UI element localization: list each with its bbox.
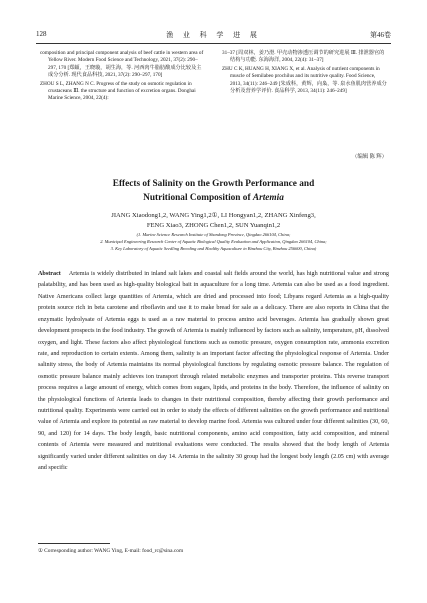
reference-entry: 31–37 [周双林，姜乃澄. 甲壳动物渗透压调节的研究进展 Ⅲ. 排泄器官的结构与功能. 东海海洋, 2004, 22(4): 31–37]: [222, 50, 385, 64]
running-header: [36, 30, 391, 42]
reference-entry: ZHOU S L, ZHANG N C. Progress of the study on osmotic regulation in crustaceans Ⅲ. the structure and function of excretion organs. Donghai Marine Science, 2004, 22(4):: [40, 80, 196, 102]
header-rule: [36, 43, 391, 44]
reference-entry: ZHU C K, HUANG H, XIANG X, et al. Analysis of nutrient components in muscle of Semilabeo prochilus and its nutritive quality. Food Science, 2013, 34(11): 246–249 [朱成科，黄辉，向枭，等. 泉水鱼肌肉营养成分分析及营养学评价. 食品科学, 2013, 34(11): 246–249]: [222, 65, 387, 95]
footnote-rule: [38, 543, 110, 544]
authors-line-2: FENG Xiao3, ZHONG Chen1,2, SUN Yuanqin1,2: [146, 222, 281, 230]
title-line-2: Nutritional Composition of Artemia: [143, 192, 284, 203]
journal-name: 渔 业 科 学 进 展: [166, 31, 261, 39]
editor-note: （编辑 陈 辉）: [351, 154, 387, 160]
abstract-text: Artemia is widely distributed in inland salt lakes and coastal salt fields around the world, has high nutritional value and strong palatability, and has been used as high-quality biological bait in aquaculture for a long time. Artemia can also be used as a food ingredient. Native Americans collect large quantities of Artemia, which are dried and processed into food; Libyans regard Artemia as a high-quality protein source rich in beta carotene and riboflavin and use it to make bread for sale as a delicacy. There are also reports in China that the enzymatic hydrolysate of Artemia eggs is used as a raw material to process amino acid beverages. Artemia has gradually shown great development prospects in the food industry. The growth of Artemia is mainly influenced by factors such as salinity, temperature, pH, dissolved oxygen, and light. These factors also affect physiological functions such as osmotic pressure, oxygen consumption rate, ammonia excretion rate, and reproduction to certain extents. Among them, salinity is an important factor affecting the physiological response of Artemia. Under salinity stress, the body of Artemia maintains its normal physiological functions by regulating osmotic pressure balance. The regulation of osmotic pressure balance mainly achieves ion transport through related metabolic enzymes and transporter proteins. This reverse transport process requires a large amount of energy, which comes from sugars, lipids, and proteins in the body. Therefore, the influence of salinity on the physiological functions of Artemia leads to changes in their nutritional composition, thereby affecting their growth performance and nutritional quality. Experiments were carried out in order to study the effects of different salinities on the growth performance and nutritional value of Artemia and explore its potential as raw material to develop marine food. Artemia was cultured under four different salinities (30, 60, 90, and 120) for 14 days. The body length, basic nutritional components, amino acid composition, fatty acid composition, and mineral contents of Artemia were measured and nutritional evaluations were conducted. The results showed that the body length of Artemia significantly varied under different salinities on day 14. Artemia in the salinity 30 group had the longest body length (2.05 cm) with average and specific: [38, 271, 389, 472]
affiliation-line: (1. Marine Science Research Institute of Shandong Province, Qingdao 266104, China;: [136, 232, 291, 237]
references-left-column: [40, 50, 206, 104]
abstract-label: Abstract: [38, 271, 61, 277]
title-species-name: Artemia: [252, 192, 284, 203]
volume-label: 第46卷: [370, 31, 391, 39]
title-line-1: Effects of Salinity on the Growth Performance and: [112, 179, 315, 189]
author-list: [30, 211, 397, 231]
abstract: [38, 269, 389, 475]
page-number: 128: [36, 30, 47, 38]
footnote: ① Corresponding author: WANG Ying, E-mail: food_rc@sina.com: [38, 548, 184, 554]
authors-line-1: JIANG Xiaodong1,2, WANG Ying1,2①, LI Hongyan1,2, ZHANG Xinfeng3,: [111, 212, 316, 219]
affiliation-line: 2. Municipal Engineering Research Center of Aquatic Biological Quality Evaluation and Application, Qingdao 266104, China;: [100, 238, 327, 244]
reference-entry: composition and principal component analysis of beef cattle in western area of Yellow River. Modern Food Science and Technology, 2021, 37(2): 290–297, 170 [郑頔，王晓璇，胡生海，等. 河西肉牛脂肪酸成分比较及主成分分析. 现代食品科技, 2021, 37(2): 290–297, 170]: [40, 50, 204, 79]
affiliation-line: 3. Key Laboratory of Aquatic Seedling Breeding and Healthy Aquaculture in Binzhou City, Binzhou 256600, China): [110, 245, 317, 251]
references-right-column: [222, 50, 388, 96]
article-title: [30, 178, 397, 205]
affiliations: [24, 232, 403, 252]
